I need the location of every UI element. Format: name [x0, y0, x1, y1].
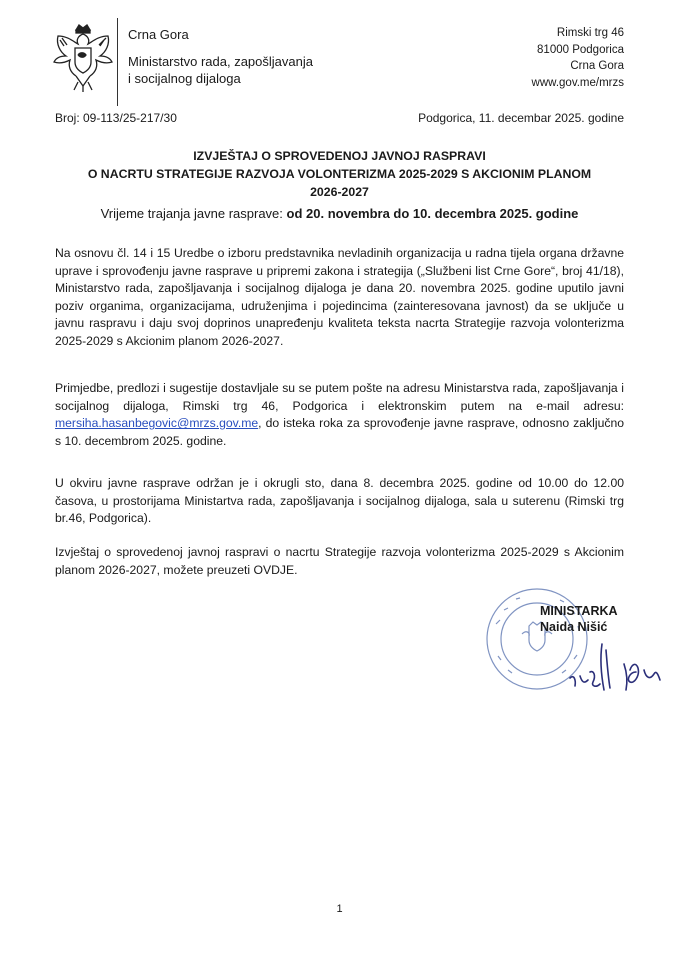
email-link[interactable]: mersiha.hasanbegovic@mrzs.gov.me [55, 416, 259, 431]
signatory-name: Naida Nišić [540, 620, 608, 634]
title-line2: O NACRTU STRATEGIJE RAZVOJA VOLONTERIZMA 2025-2029 S AKCIONIM PLANOM [87, 167, 592, 181]
reference-number: Broj: 09-113/25-217/30 [55, 111, 177, 125]
address-city: 81000 Podgorica [537, 43, 624, 56]
submissions-text: Primjedbe, predlozi i sugestije dostavljale su se putem pošte na adresu Ministarstva rada, zapošljavanja i socijalnog dijaloga, Rimski trg 46, Podgorica i elektronskim putem na e-mail adresu: [55, 381, 624, 413]
title-line3: 2026-2027 [310, 185, 369, 199]
coat-of-arms-icon [48, 22, 118, 94]
consultation-duration [40, 206, 639, 221]
title-line1: IZVJEŠTAJ O SPROVEDENOJ JAVNOJ RASPRAVI [193, 149, 486, 163]
signatory-block [540, 603, 618, 635]
paragraph-report-download: Izvještaj o sprovedenoj javnoj raspravi o nacrtu Strategije razvoja volonterizma 2025-2029 s Akcionim planom 2026-2027, možete preuzeti OVDJE. [55, 545, 624, 577]
page-number: 1 [336, 903, 343, 915]
header-ministry-line1: Ministarstvo rada, zapošljavanja [128, 54, 313, 69]
reference-line [55, 111, 624, 125]
header-organization [128, 26, 313, 87]
address-street: Rimski trg 46 [556, 27, 624, 39]
document-title [40, 147, 639, 201]
address-website: www.gov.me/mrzs [531, 76, 624, 89]
paragraph-round-table: U okviru javne rasprave održan je i okrugli sto, dana 8. decembra 2025. godine od 10.00 do 12.00 časova, u prostorijama Ministartva rada, zapošljavanja i socijalnog dijaloga, sala u suterenu (Rimski trg br.46, Podgorica). [55, 476, 624, 526]
signatory-role: MINISTARKA [540, 604, 618, 618]
handwritten-signature-icon [560, 640, 670, 700]
header-address [532, 25, 624, 91]
place-date: Podgorica, 11. decembar 2025. godine [418, 111, 624, 125]
header-divider [117, 18, 118, 106]
paragraph-submissions [55, 380, 624, 450]
duration-value: od 20. novembra do 10. decembra 2025. godine [286, 206, 579, 221]
duration-label: Vrijeme trajanja javne rasprave: [100, 206, 287, 221]
header-country: Crna Gora [128, 27, 189, 42]
submissions-text-end: , do isteka roka za sprovođenje javne rasprave, odnosno zaključno s 10. decembrom 2025. godine. [55, 416, 624, 448]
paragraph-legal-basis: Na osnovu čl. 14 i 15 Uredbe o izboru predstavnika nevladinih organizacija u radna tijela organa državne uprave i sprovođenju javne rasprave u pripremi zakona i strategija („Službeni list Crne Gore“, broj 41/18), Ministarstvo rada, zapošljavanja i socijalnog dijaloga je dana 20. novembra 2025. godine uputilo javni poziv organima, organizacijama, udruženjima i pojedincima (zainteresovana javnost) da se uključe u javnu raspravu i daju svoj doprinos unapređenju kvaliteta teksta nacrta Strategije razvoja volonterizma 2025-2029 s Akcionim planom 2026-2027. [55, 246, 624, 348]
header-ministry-line2: i socijalnog dijaloga [128, 71, 241, 86]
address-country: Crna Gora [570, 60, 624, 72]
